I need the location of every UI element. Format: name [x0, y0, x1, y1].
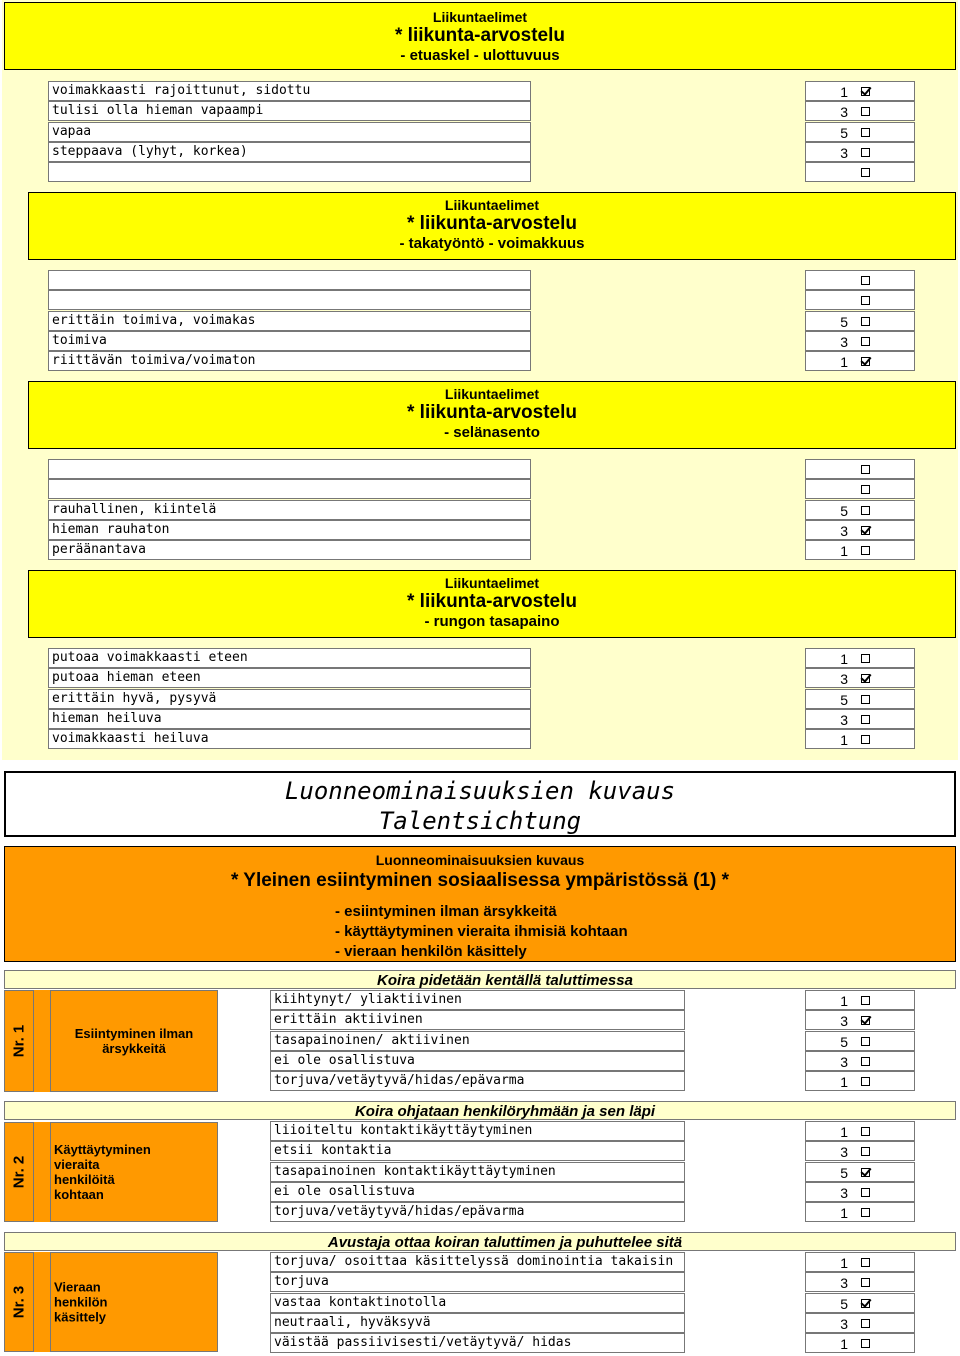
option-score-cell: [805, 709, 915, 729]
option-text: tasapainoinen kontaktikäyttäytyminen: [270, 1162, 685, 1182]
checkbox-icon[interactable]: [861, 1037, 870, 1046]
option-score-cell: [805, 648, 915, 668]
option-score: 1: [840, 651, 848, 667]
test-1-heading: Koira pidetään kentällä taluttimessa: [4, 970, 956, 989]
checkbox-icon[interactable]: [861, 715, 870, 724]
option-score: 3: [840, 104, 848, 121]
option-row: [0, 1182, 960, 1202]
option-text: [48, 479, 531, 499]
option-text: [48, 290, 531, 310]
character-title-2: Talentsichtung: [378, 807, 582, 835]
option-score: 3: [840, 333, 848, 350]
option-score-cell: [805, 331, 915, 351]
option-text: [48, 459, 531, 479]
option-score: 5: [840, 691, 848, 708]
option-score: 3: [840, 1013, 848, 1030]
option-row: [0, 729, 960, 749]
option-text: kiihtynyt/ yliaktiivinen: [270, 990, 685, 1010]
checkbox-icon[interactable]: [861, 148, 870, 157]
option-score-cell: [805, 122, 915, 142]
option-score: 5: [840, 313, 848, 330]
checkbox-checked-icon[interactable]: [861, 357, 870, 366]
test-1-label: Esiintyminen ilman ärsykkeitä: [50, 990, 218, 1092]
section-2-h3: - takatyöntö - voimakkuus: [399, 235, 585, 252]
option-score: 1: [840, 1074, 848, 1091]
option-score-cell: [805, 459, 915, 479]
checkbox-icon[interactable]: [861, 317, 870, 326]
checkbox-checked-icon[interactable]: [861, 1168, 870, 1177]
option-score-cell: [805, 500, 915, 520]
checkbox-icon[interactable]: [861, 1278, 870, 1287]
character-header: [4, 846, 956, 962]
checkbox-icon[interactable]: [861, 1147, 870, 1156]
option-score-cell: [805, 101, 915, 121]
option-score: 3: [840, 522, 848, 539]
option-row: [0, 520, 960, 540]
option-text: peräänantava: [48, 540, 531, 560]
option-score-cell: [805, 1141, 915, 1161]
section-1-h1: Liikuntaelimet: [432, 9, 528, 25]
checkbox-icon[interactable]: [861, 1339, 870, 1348]
character-title-box: [4, 771, 956, 837]
option-text: tulisi olla hieman vapaampi: [48, 101, 531, 121]
option-row: [0, 101, 960, 121]
checkbox-icon[interactable]: [861, 168, 870, 177]
section-3-h1: Liikuntaelimet: [444, 386, 540, 402]
option-score: 5: [840, 1164, 848, 1181]
option-row: [0, 459, 960, 479]
option-text: rauhallinen, kiintelä: [48, 500, 531, 520]
option-score: 3: [840, 671, 848, 688]
option-score: 3: [840, 1184, 848, 1201]
section-2-h1: Liikuntaelimet: [444, 197, 540, 213]
option-text: voimakkaasti heiluva: [48, 729, 531, 749]
character-line-2: - käyttäytyminen vieraita ihmisiä kohtaan: [335, 923, 628, 940]
character-h1: Luonneominaisuuksien kuvaus: [375, 852, 585, 868]
option-score-cell: [805, 1031, 915, 1051]
section-3-h2: * liikunta-arvostelu: [407, 402, 577, 423]
option-score: 1: [840, 1205, 848, 1222]
section-4-h2: * liikunta-arvostelu: [407, 591, 577, 612]
test-3-label: Vieraan henkilön käsittely: [50, 1252, 218, 1352]
section-2-h2: * liikunta-arvostelu: [407, 213, 577, 234]
option-text: vapaa: [48, 122, 531, 142]
section-4-header: [28, 570, 956, 638]
option-score-cell: [805, 668, 915, 688]
option-row: [0, 1313, 960, 1333]
option-score: 1: [840, 1336, 848, 1353]
option-row: [0, 1202, 960, 1222]
option-text: torjuva/vetäytyvä/hidas/epävarma: [270, 1071, 685, 1091]
character-line-3: - vieraan henkilön käsittely: [335, 943, 527, 960]
option-row: [0, 1333, 960, 1353]
option-score-cell: [805, 990, 915, 1010]
option-score-cell: [805, 81, 915, 101]
checkbox-checked-icon[interactable]: [861, 674, 870, 683]
option-score: 1: [840, 354, 848, 371]
option-row: [0, 668, 960, 688]
checkbox-icon[interactable]: [861, 485, 870, 494]
option-score: 3: [840, 1144, 848, 1161]
option-score-cell: [805, 689, 915, 709]
option-text: neutraali, hyväksyvä: [270, 1313, 685, 1333]
option-score-cell: [805, 142, 915, 162]
option-row: [0, 1121, 960, 1141]
option-row: [0, 162, 960, 182]
option-score: 5: [840, 1033, 848, 1050]
option-score-cell: [805, 351, 915, 371]
option-score-cell: [805, 1051, 915, 1071]
option-row: [0, 1272, 960, 1292]
option-score-cell: [805, 520, 915, 540]
option-row: [0, 990, 960, 1010]
checkbox-icon[interactable]: [861, 1188, 870, 1197]
option-row: [0, 709, 960, 729]
option-row: [0, 311, 960, 331]
section-1-h2: * liikunta-arvostelu: [395, 25, 565, 46]
option-score-cell: [805, 729, 915, 749]
option-text: riittävän toimiva/voimaton: [48, 351, 531, 371]
option-text: steppaava (lyhyt, korkea): [48, 142, 531, 162]
option-text: vastaa kontaktinotolla: [270, 1293, 685, 1313]
option-score-cell: [805, 1272, 915, 1292]
option-text: ei ole osallistuva: [270, 1182, 685, 1202]
option-score-cell: [805, 479, 915, 499]
checkbox-icon[interactable]: [861, 107, 870, 116]
option-score: 3: [840, 1275, 848, 1292]
checkbox-icon[interactable]: [861, 296, 870, 305]
option-row: [0, 290, 960, 310]
test-3-nr: Nr. 3: [4, 1252, 34, 1352]
option-text: putoaa voimakkaasti eteen: [48, 648, 531, 668]
checkbox-icon[interactable]: [861, 1208, 870, 1217]
option-row: [0, 270, 960, 290]
test-3-heading: Avustaja ottaa koiran taluttimen ja puhuttelee sitä: [4, 1232, 956, 1251]
option-score-cell: [805, 1010, 915, 1030]
option-text: hieman rauhaton: [48, 520, 531, 540]
option-text: liioiteltu kontaktikäyttäytyminen: [270, 1121, 685, 1141]
option-score: 3: [840, 711, 848, 728]
character-h2: * Yleinen esiintyminen sosiaalisessa ympäristössä (1) *: [230, 870, 730, 891]
checkbox-checked-icon[interactable]: [861, 87, 870, 96]
option-row: [0, 1293, 960, 1313]
checkbox-checked-icon[interactable]: [861, 1299, 870, 1308]
option-text: hieman heiluva: [48, 709, 531, 729]
checkbox-icon[interactable]: [861, 654, 870, 663]
option-score: 3: [840, 1053, 848, 1070]
option-row: [0, 500, 960, 520]
option-text: torjuva/vetäytyvä/hidas/epävarma: [270, 1202, 685, 1222]
option-row: [0, 648, 960, 668]
option-row: [0, 479, 960, 499]
option-text: toimiva: [48, 331, 531, 351]
option-row: [0, 331, 960, 351]
option-score-cell: [805, 1293, 915, 1313]
option-row: [0, 540, 960, 560]
option-score: 5: [840, 502, 848, 519]
checkbox-icon[interactable]: [861, 337, 870, 346]
option-score-cell: [805, 290, 915, 310]
option-score-cell: [805, 1202, 915, 1222]
option-score-cell: [805, 1182, 915, 1202]
checkbox-icon[interactable]: [861, 735, 870, 744]
character-line-1: - esiintyminen ilman ärsykkeitä: [335, 903, 557, 920]
option-score: 5: [840, 1295, 848, 1312]
option-row: [0, 1141, 960, 1161]
test-2-label: Käyttäytyminen vieraita henkilöitä kohtaan: [50, 1122, 218, 1222]
character-title: Luonneominaisuuksien kuvaus: [284, 777, 676, 805]
option-row: [0, 1162, 960, 1182]
section-1-h3: - etuaskel - ulottuvuus: [400, 47, 560, 64]
option-score: 1: [840, 1124, 848, 1140]
option-score: 1: [840, 84, 848, 100]
option-score: 1: [840, 1255, 848, 1271]
section-3-h3: - selänasento: [444, 424, 540, 441]
checkbox-icon[interactable]: [861, 695, 870, 704]
checkbox-checked-icon[interactable]: [861, 1016, 870, 1025]
checkbox-icon[interactable]: [861, 996, 870, 1005]
option-row: [0, 1010, 960, 1030]
option-row: [0, 122, 960, 142]
section-3-header: [28, 381, 956, 449]
option-score-cell: [805, 1252, 915, 1272]
option-text: [48, 270, 531, 290]
checkbox-icon[interactable]: [861, 1077, 870, 1086]
option-score: 1: [840, 732, 848, 749]
option-score-cell: [805, 1162, 915, 1182]
option-row: [0, 142, 960, 162]
section-4-h1: Liikuntaelimet: [444, 575, 540, 591]
option-text: erittäin aktiivinen: [270, 1010, 685, 1030]
option-row: [0, 1071, 960, 1091]
option-score-cell: [805, 1313, 915, 1333]
option-score: 1: [840, 543, 848, 560]
checkbox-icon[interactable]: [861, 276, 870, 285]
option-text: erittäin hyvä, pysyvä: [48, 689, 531, 709]
option-score: 1: [840, 993, 848, 1009]
section-1-header: [4, 2, 956, 70]
checkbox-icon[interactable]: [861, 465, 870, 474]
option-score-cell: [805, 1333, 915, 1353]
checkbox-icon[interactable]: [861, 1127, 870, 1136]
checkbox-icon[interactable]: [861, 1057, 870, 1066]
option-text: väistää passiivisesti/vetäytyvä/ hidas: [270, 1333, 685, 1353]
option-score-cell: [805, 311, 915, 331]
option-text: torjuva: [270, 1272, 685, 1292]
option-score-cell: [805, 270, 915, 290]
checkbox-icon[interactable]: [861, 546, 870, 555]
option-text: [48, 162, 531, 182]
section-4-h3: - rungon tasapaino: [424, 613, 560, 630]
checkbox-icon[interactable]: [861, 1319, 870, 1328]
option-row: [0, 689, 960, 709]
option-score: 5: [840, 124, 848, 141]
test-2-heading: Koira ohjataan henkilöryhmään ja sen läpi: [4, 1101, 956, 1120]
checkbox-checked-icon[interactable]: [861, 526, 870, 535]
option-row: [0, 1031, 960, 1051]
option-score: 3: [840, 144, 848, 161]
option-score-cell: [805, 1121, 915, 1141]
option-row: [0, 351, 960, 371]
option-score-cell: [805, 540, 915, 560]
option-text: etsii kontaktia: [270, 1141, 685, 1161]
checkbox-icon[interactable]: [861, 128, 870, 137]
option-text: ei ole osallistuva: [270, 1051, 685, 1071]
checkbox-icon[interactable]: [861, 506, 870, 515]
option-text: voimakkaasti rajoittunut, sidottu: [48, 81, 531, 101]
option-score: 3: [840, 1315, 848, 1332]
option-row: [0, 1252, 960, 1272]
option-text: tasapainoinen/ aktiivinen: [270, 1031, 685, 1051]
option-text: torjuva/ osoittaa käsittelyssä dominointia takaisin: [270, 1252, 685, 1272]
section-2-header: [28, 192, 956, 260]
option-score-cell: [805, 162, 915, 182]
test-1-nr: Nr. 1: [4, 990, 34, 1092]
option-text: erittäin toimiva, voimakas: [48, 311, 531, 331]
option-score-cell: [805, 1071, 915, 1091]
test-2-nr: Nr. 2: [4, 1122, 34, 1222]
option-text: putoaa hieman eteen: [48, 668, 531, 688]
option-row: [0, 81, 960, 101]
option-row: [0, 1051, 960, 1071]
checkbox-icon[interactable]: [861, 1258, 870, 1267]
